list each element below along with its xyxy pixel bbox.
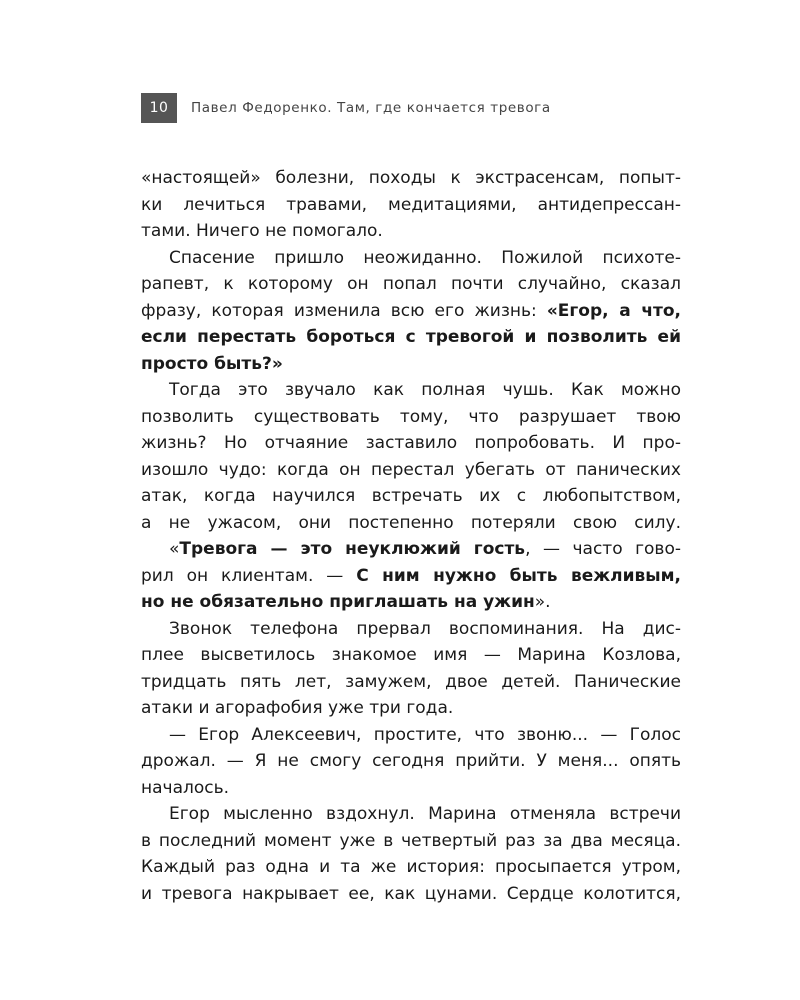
text-run: тами. Ничего не помогало. xyxy=(141,221,383,241)
text-line xyxy=(141,298,681,325)
text-line xyxy=(141,165,681,192)
text-run: атаки и агорафобия уже три года. xyxy=(141,698,454,718)
text-line xyxy=(141,563,681,590)
text-run: атак, когда научился встречать их с любопытством, xyxy=(141,486,681,506)
text-run: « xyxy=(169,539,180,559)
bold-text: но не обязательно приглашать на ужин xyxy=(141,592,535,612)
text-line xyxy=(141,457,681,484)
text-line xyxy=(141,377,681,404)
text-line xyxy=(141,616,681,643)
text-run: Звонок телефона прервал воспоминания. На дис- xyxy=(169,618,681,639)
text-run: фразу, которая изменила всю его жизнь: xyxy=(141,300,547,321)
text-line xyxy=(141,828,681,855)
body-text xyxy=(141,165,681,907)
text-run: ки лечиться травами, медитациями, антидепрессан- xyxy=(141,194,681,215)
bold-text: если перестать бороться с тревогой и позволить ей xyxy=(141,327,681,347)
text-line xyxy=(141,404,681,431)
text-line xyxy=(141,510,681,537)
text-run: ». xyxy=(534,592,551,612)
paragraph xyxy=(141,165,681,245)
paragraph xyxy=(141,377,681,536)
text-line xyxy=(141,324,681,351)
text-run: в последний момент уже в четвертый раз за два месяца. xyxy=(141,830,681,851)
text-line xyxy=(141,722,681,749)
text-line xyxy=(141,271,681,298)
text-line xyxy=(141,192,681,219)
text-line xyxy=(141,881,681,908)
text-run: а не ужасом, они постепенно потеряли свою силу. xyxy=(141,512,681,533)
running-head: Павел Федоренко. Там, где кончается тревога xyxy=(191,100,551,116)
text-run: позволить существовать тому, что разрушает твою xyxy=(141,406,681,427)
text-run: , — часто гово- xyxy=(525,539,681,559)
text-run: плее высветилось знакомое имя — Марина Козлова, xyxy=(141,645,681,665)
text-run: тридцать пять лет, замужем, двое детей. Панические xyxy=(141,671,681,692)
text-run: — Егор Алексеевич, простите, что звоню... — Голос xyxy=(169,724,681,745)
text-line xyxy=(141,351,681,378)
text-run: дрожал. — Я не смогу сегодня прийти. У меня... опять xyxy=(141,751,681,771)
text-run: изошло чудо: когда он перестал убегать от панических xyxy=(141,459,681,480)
text-run: началось. xyxy=(141,777,230,798)
text-run: «настоящей» болезни, походы к экстрасенсам, попыт- xyxy=(141,168,681,188)
text-line xyxy=(141,430,681,457)
text-run: рапевт, к которому он попал почти случайно, сказал xyxy=(141,274,681,294)
text-run: Каждый раз одна и та же история: просыпается утром, xyxy=(141,857,681,877)
text-line xyxy=(141,695,681,722)
text-line xyxy=(141,536,681,563)
text-run: Спасение пришло неожиданно. Пожилой психоте- xyxy=(169,247,681,268)
paragraph xyxy=(141,536,681,616)
text-line xyxy=(141,642,681,669)
text-line xyxy=(141,801,681,828)
text-run: и тревога накрывает ее, как цунами. Сердце колотится, xyxy=(141,883,681,904)
bold-text: Тревога — это неуклюжий гость xyxy=(179,539,526,559)
text-run: рил он клиентам. — xyxy=(141,565,357,586)
text-line xyxy=(141,218,681,245)
bold-text: «Егор, а что, xyxy=(546,300,681,321)
text-line xyxy=(141,669,681,696)
text-line xyxy=(141,483,681,510)
paragraph xyxy=(141,616,681,722)
text-line xyxy=(141,775,681,802)
text-run: жизнь? Но отчаяние заставило попробовать. И про- xyxy=(141,433,681,453)
text-run: Егор мысленно вздохнул. Марина отменяла встречи xyxy=(169,804,681,824)
page-header xyxy=(141,93,551,123)
text-line xyxy=(141,589,681,616)
paragraph xyxy=(141,722,681,802)
bold-text: С ним нужно быть вежливым, xyxy=(356,565,681,586)
text-line xyxy=(141,245,681,272)
paragraph xyxy=(141,245,681,378)
text-line xyxy=(141,854,681,881)
text-run: Тогда это звучало как полная чушь. Как можно xyxy=(169,380,681,400)
page-number: 10 xyxy=(141,93,177,123)
text-line xyxy=(141,748,681,775)
paragraph xyxy=(141,801,681,907)
bold-text: просто быть?» xyxy=(141,353,283,374)
